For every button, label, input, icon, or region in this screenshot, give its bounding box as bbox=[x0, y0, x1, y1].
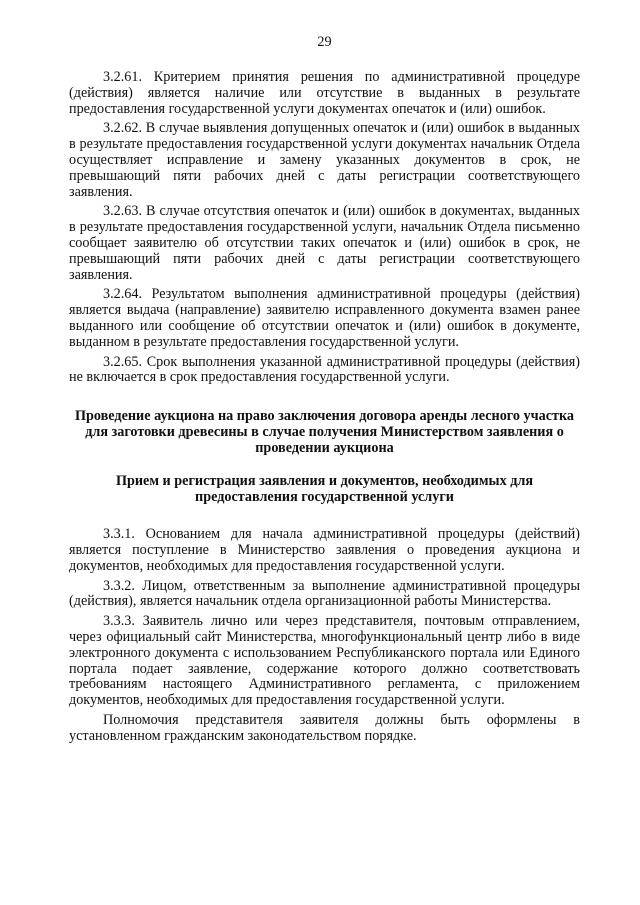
paragraph-3-2-62: 3.2.62. В случае выявления допущенных опечаток и (или) ошибок в выданных в результате предоставления государственной услуги документах начальник Отдела осуществляет исправление и замену указанных документов в срок, не превышающий пяти рабочих дней с даты регистрации соответствующего заявления. bbox=[69, 120, 580, 200]
paragraph-3-2-64: 3.2.64. Результатом выполнения административной процедуры (действия) является выдача (направление) заявителю исправленного документа взамен ранее выданного или сообщение об отсутствии опечаток и (или) ошибок в документе, выданном в результате предоставления государственной услуги. bbox=[69, 286, 580, 350]
section-heading-auction: Проведение аукциона на право заключения договора аренды лесного участка для заготовки древесины в случае получения Министерством заявления о проведении аукциона bbox=[74, 408, 575, 457]
page-number: 29 bbox=[317, 34, 332, 50]
paragraph-3-2-65: 3.2.65. Срок выполнения указанной административной процедуры (действия) не включается в срок предоставления государственной услуги. bbox=[69, 353, 580, 386]
paragraph-3-3-2: 3.3.2. Лицом, ответственным за выполнение административной процедуры (действия), является начальник отдела организационной работы Министерства. bbox=[69, 577, 580, 610]
paragraph-3-3-1: 3.3.1. Основанием для начала административной процедуры (действий) является поступление в Министерство заявления о проведения аукциона и документов, необходимых для предоставления государственной услуги. bbox=[69, 526, 580, 574]
paragraph-3-2-61: 3.2.61. Критерием принятия решения по административной процедуре (действия) является наличие или отсутствие в выданных в результате предоставления государственной услуги документах опечаток и (или) ошибок. bbox=[69, 69, 580, 117]
subsection-heading-reception: Прием и регистрация заявления и документов, необходимых для предоставления государственной услуги bbox=[115, 473, 534, 506]
document-page bbox=[69, 34, 580, 749]
paragraph-3-2-63: 3.2.63. В случае отсутствия опечаток и (или) ошибок в документах, выданных в результате предоставления государственной услуги, начальник Отдела письменно сообщает заявителю об отсутствии таких опечаток и (или) ошибок в срок, не превышающий пяти рабочих дней с даты регистрации соответствующего заявления. bbox=[69, 203, 580, 283]
paragraph-representative-powers: Полномочия представителя заявителя должны быть оформлены в установленном гражданским законодательством порядке. bbox=[69, 711, 580, 744]
paragraph-3-3-3: 3.3.3. Заявитель лично или через представителя, почтовым отправлением, через официальный сайт Министерства, многофункциональный центр либо в виде электронного документа с использованием Республиканского портала или Единого портала подает заявление, содержание которого должно соответствовать требованиям настоящего Административного регламента, с приложением документов, необходимых для предоставления государственной услуги. bbox=[69, 613, 580, 709]
